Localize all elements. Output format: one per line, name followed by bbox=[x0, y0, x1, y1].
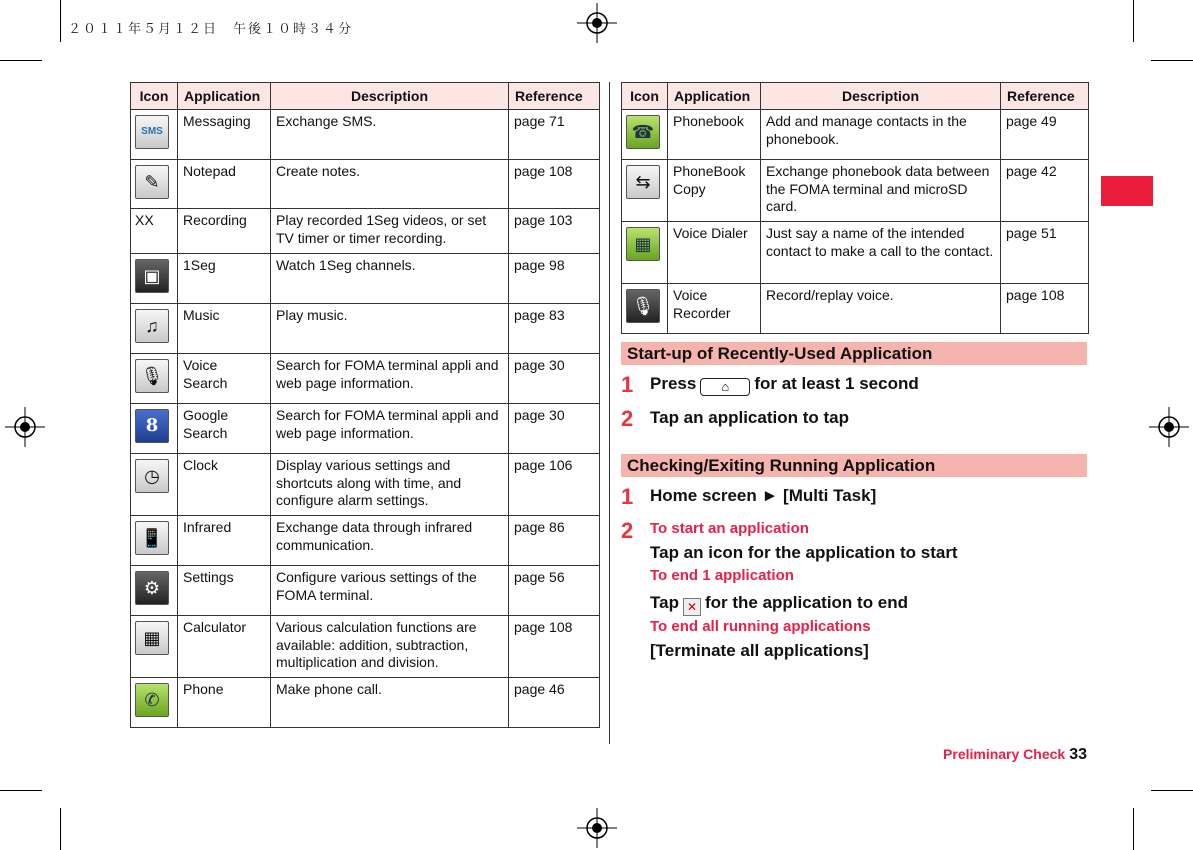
tv-icon: ▣ bbox=[135, 259, 169, 293]
phonebook-icon: ☎ bbox=[626, 115, 660, 149]
section-title-running-apps: Checking/Exiting Running Application bbox=[621, 454, 1087, 477]
step-instruction bbox=[650, 374, 919, 396]
clock-icon: ◷ bbox=[135, 459, 169, 493]
icon-cell bbox=[622, 284, 668, 334]
app-description: Search for FOMA terminal appli and web page information. bbox=[271, 354, 509, 404]
app-description: Just say a name of the intended contact to make a call to the contact. bbox=[761, 222, 1001, 284]
page-footer bbox=[943, 746, 1087, 764]
step-text: for the application to end bbox=[704, 593, 909, 612]
crop-mark bbox=[1133, 808, 1134, 850]
icon-cell bbox=[131, 678, 178, 728]
step-instruction: Tap an icon for the application to start bbox=[650, 543, 958, 562]
infrared-icon: 📱 bbox=[135, 521, 169, 555]
chapter-tab-marker bbox=[1101, 176, 1153, 206]
app-name: Phonebook bbox=[668, 110, 761, 160]
page-reference: page 71 bbox=[509, 110, 600, 160]
table-row bbox=[131, 566, 600, 616]
app-description: Make phone call. bbox=[271, 678, 509, 728]
table-row bbox=[622, 110, 1089, 160]
header-reference: Reference bbox=[509, 83, 600, 110]
app-description: Play music. bbox=[271, 304, 509, 354]
app-name: Recording bbox=[178, 209, 271, 254]
close-icon: ✕ bbox=[683, 598, 701, 616]
icon-cell bbox=[131, 616, 178, 678]
app-description: Watch 1Seg channels. bbox=[271, 254, 509, 304]
icon-cell bbox=[131, 354, 178, 404]
sub-heading: To start an application bbox=[650, 520, 809, 537]
app-description: Exchange SMS. bbox=[271, 110, 509, 160]
sms-icon: SMS bbox=[135, 115, 169, 149]
calculator-icon: ▦ bbox=[135, 621, 169, 655]
app-name: Phone bbox=[178, 678, 271, 728]
table-row bbox=[131, 404, 600, 454]
footer-section-label: Preliminary Check bbox=[943, 746, 1066, 762]
table-header-row bbox=[131, 83, 600, 110]
table-row bbox=[131, 304, 600, 354]
sub-heading: To end 1 application bbox=[650, 567, 794, 584]
icon-cell bbox=[131, 254, 178, 304]
registration-mark bbox=[577, 3, 617, 43]
step-instruction: [Terminate all applications] bbox=[650, 641, 869, 660]
voice-dialer-icon: ▦ bbox=[626, 227, 660, 261]
crop-mark bbox=[0, 790, 42, 791]
crop-mark bbox=[60, 808, 61, 850]
app-description: Exchange phonebook data between the FOMA terminal and microSD card. bbox=[761, 160, 1001, 222]
app-name: Google Search bbox=[178, 404, 271, 454]
page-reference: page 46 bbox=[509, 678, 600, 728]
app-description: Various calculation functions are available: addition, subtraction, multiplication and division. bbox=[271, 616, 509, 678]
step-text: for at least 1 second bbox=[754, 374, 919, 393]
icon-cell bbox=[131, 209, 178, 254]
table-row bbox=[622, 284, 1089, 334]
registration-mark bbox=[1149, 407, 1189, 447]
header-description: Description bbox=[271, 83, 509, 110]
app-name: Voice Dialer bbox=[668, 222, 761, 284]
step-text: Press bbox=[650, 374, 697, 393]
crop-mark bbox=[0, 60, 42, 61]
table-header-row bbox=[622, 83, 1089, 110]
music-note-icon: ♫ bbox=[135, 309, 169, 343]
print-timestamp: ２０１１年５月１２日 午後１０時３４分 bbox=[68, 22, 354, 37]
crop-mark bbox=[1151, 60, 1193, 61]
icon-cell bbox=[131, 454, 178, 516]
crop-mark bbox=[1151, 790, 1193, 791]
icon-placeholder-text: XX bbox=[135, 212, 154, 228]
app-description: Display various settings and shortcuts along with time, and configure alarm settings. bbox=[271, 454, 509, 516]
sub-heading: To end all running applications bbox=[650, 618, 871, 635]
settings-icon: ⚙ bbox=[135, 571, 169, 605]
icon-cell bbox=[131, 516, 178, 566]
table-row bbox=[131, 160, 600, 209]
app-description: Configure various settings of the FOMA terminal. bbox=[271, 566, 509, 616]
registration-mark bbox=[5, 407, 45, 447]
voice-recorder-icon: 🎙 bbox=[626, 289, 660, 323]
header-application: Application bbox=[668, 83, 761, 110]
page-reference: page 103 bbox=[509, 209, 600, 254]
page-reference: page 108 bbox=[509, 616, 600, 678]
home-key-icon: ⌂ bbox=[700, 378, 750, 396]
icon-cell bbox=[131, 404, 178, 454]
icon-cell bbox=[622, 110, 668, 160]
page-reference: page 83 bbox=[509, 304, 600, 354]
table-row bbox=[131, 616, 600, 678]
header-description: Description bbox=[761, 83, 1001, 110]
page-reference: page 42 bbox=[1001, 160, 1089, 222]
microphone-icon: 🎙 bbox=[135, 359, 169, 393]
page-reference: page 49 bbox=[1001, 110, 1089, 160]
app-description: Record/replay voice. bbox=[761, 284, 1001, 334]
app-name: 1Seg bbox=[178, 254, 271, 304]
step-number: 2 bbox=[621, 406, 634, 431]
app-description: Search for FOMA terminal appli and web page information. bbox=[271, 404, 509, 454]
app-description: Exchange data through infrared communication. bbox=[271, 516, 509, 566]
table-row bbox=[131, 516, 600, 566]
section-title-recent-apps: Start-up of Recently-Used Application bbox=[621, 342, 1087, 365]
table-row bbox=[622, 160, 1089, 222]
phone-handset-icon: ✆ bbox=[135, 683, 169, 717]
icon-cell bbox=[622, 222, 668, 284]
step-instruction: Tap an application to tap bbox=[650, 408, 849, 427]
page-reference: page 51 bbox=[1001, 222, 1089, 284]
page-reference: page 30 bbox=[509, 404, 600, 454]
google-search-icon: 8 bbox=[135, 409, 169, 443]
app-description: Add and manage contacts in the phonebook. bbox=[761, 110, 1001, 160]
page-reference: page 56 bbox=[509, 566, 600, 616]
icon-cell bbox=[131, 160, 178, 209]
app-name: Voice Search bbox=[178, 354, 271, 404]
step-number: 2 bbox=[621, 518, 634, 543]
page-reference: page 98 bbox=[509, 254, 600, 304]
table-row bbox=[131, 454, 600, 516]
column-divider bbox=[609, 82, 610, 744]
icon-cell bbox=[131, 110, 178, 160]
crop-mark bbox=[60, 0, 61, 42]
registration-mark bbox=[577, 808, 617, 848]
icon-cell bbox=[131, 566, 178, 616]
app-description: Create notes. bbox=[271, 160, 509, 209]
header-icon: Icon bbox=[622, 83, 668, 110]
icon-cell bbox=[131, 304, 178, 354]
step-instruction: Home screen ► [Multi Task] bbox=[650, 486, 877, 505]
app-name: PhoneBook Copy bbox=[668, 160, 761, 222]
application-table-left bbox=[130, 82, 600, 728]
table-row bbox=[131, 110, 600, 160]
step-instruction bbox=[650, 593, 908, 616]
header-reference: Reference bbox=[1001, 83, 1089, 110]
page-reference: page 108 bbox=[509, 160, 600, 209]
app-name: Settings bbox=[178, 566, 271, 616]
page-reference: page 86 bbox=[509, 516, 600, 566]
table-row bbox=[131, 209, 600, 254]
step-number: 1 bbox=[621, 372, 634, 397]
page-reference: page 30 bbox=[509, 354, 600, 404]
table-row bbox=[131, 254, 600, 304]
app-name: Music bbox=[178, 304, 271, 354]
page-reference: page 106 bbox=[509, 454, 600, 516]
app-name: Voice Recorder bbox=[668, 284, 761, 334]
table-row bbox=[131, 678, 600, 728]
icon-cell bbox=[622, 160, 668, 222]
table-row bbox=[131, 354, 600, 404]
app-name: Infrared bbox=[178, 516, 271, 566]
app-name: Messaging bbox=[178, 110, 271, 160]
notepad-icon: ✎ bbox=[135, 165, 169, 199]
app-name: Clock bbox=[178, 454, 271, 516]
step-text: Tap bbox=[650, 593, 679, 612]
header-icon: Icon bbox=[131, 83, 178, 110]
crop-mark bbox=[1133, 0, 1134, 42]
page-number: 33 bbox=[1069, 746, 1087, 763]
app-description: Play recorded 1Seg videos, or set TV timer or timer recording. bbox=[271, 209, 509, 254]
application-table-right bbox=[621, 82, 1089, 334]
table-row bbox=[622, 222, 1089, 284]
header-application: Application bbox=[178, 83, 271, 110]
page-reference: page 108 bbox=[1001, 284, 1089, 334]
phonebook-copy-icon: ⇆ bbox=[626, 165, 660, 199]
app-name: Calculator bbox=[178, 616, 271, 678]
step-number: 1 bbox=[621, 484, 634, 509]
app-name: Notepad bbox=[178, 160, 271, 209]
